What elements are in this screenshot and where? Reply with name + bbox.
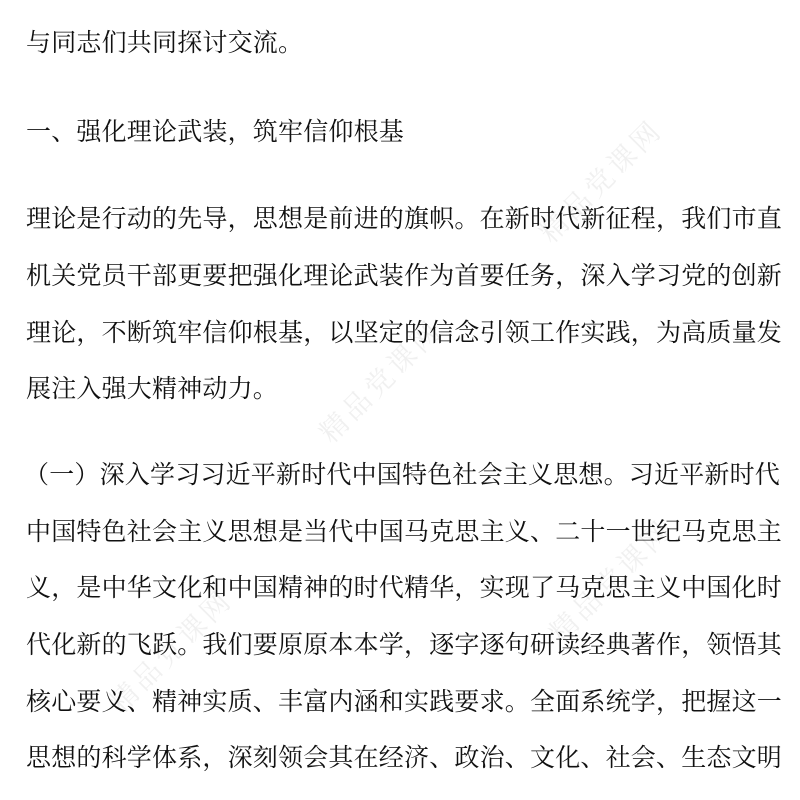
paragraph-line: 理论是行动的先导，思想是前进的旗帜。在新时代新征程，我们市直 (26, 204, 783, 233)
paragraph-line: 核心要义、精神实质、丰富内涵和实践要求。全面系统学，把握这一 (26, 687, 783, 716)
watermark: 精品党课网 (102, 582, 240, 720)
watermark: 精品党课网 (542, 512, 680, 650)
paragraph-line: 中国特色社会主义思想是当代中国马克思主义、二十一世纪马克思主 (26, 517, 783, 546)
paragraph-line: 代化新的飞跃。我们要原原本本学，逐字逐句研读经典著作，领悟其 (26, 630, 783, 659)
watermark: 精品党课网 (532, 112, 670, 250)
paragraph-line: 机关党员干部更要把强化理论武装作为首要任务，深入学习党的创新 (26, 261, 783, 290)
paragraph-line: 展注入强大精神动力。 (26, 374, 279, 403)
section-heading: 一、强化理论武装，筑牢信仰根基 (26, 117, 405, 146)
paragraph-line: 思想的科学体系，深刻领会其在经济、政治、文化、社会、生态文明 (26, 743, 783, 772)
paragraph-line: 与同志们共同探讨交流。 (26, 28, 304, 57)
watermark: 精品党课网 (312, 312, 450, 450)
paragraph-line: 理论，不断筑牢信仰根基，以坚定的信念引领工作实践，为高质量发 (26, 318, 783, 347)
paragraph-line: 义，是中华文化和中国精神的时代精华，实现了马克思主义中国化时 (26, 573, 783, 602)
subsection-line: （一）深入学习习近平新时代中国特色社会主义思想。习近平新时代 (24, 460, 781, 489)
